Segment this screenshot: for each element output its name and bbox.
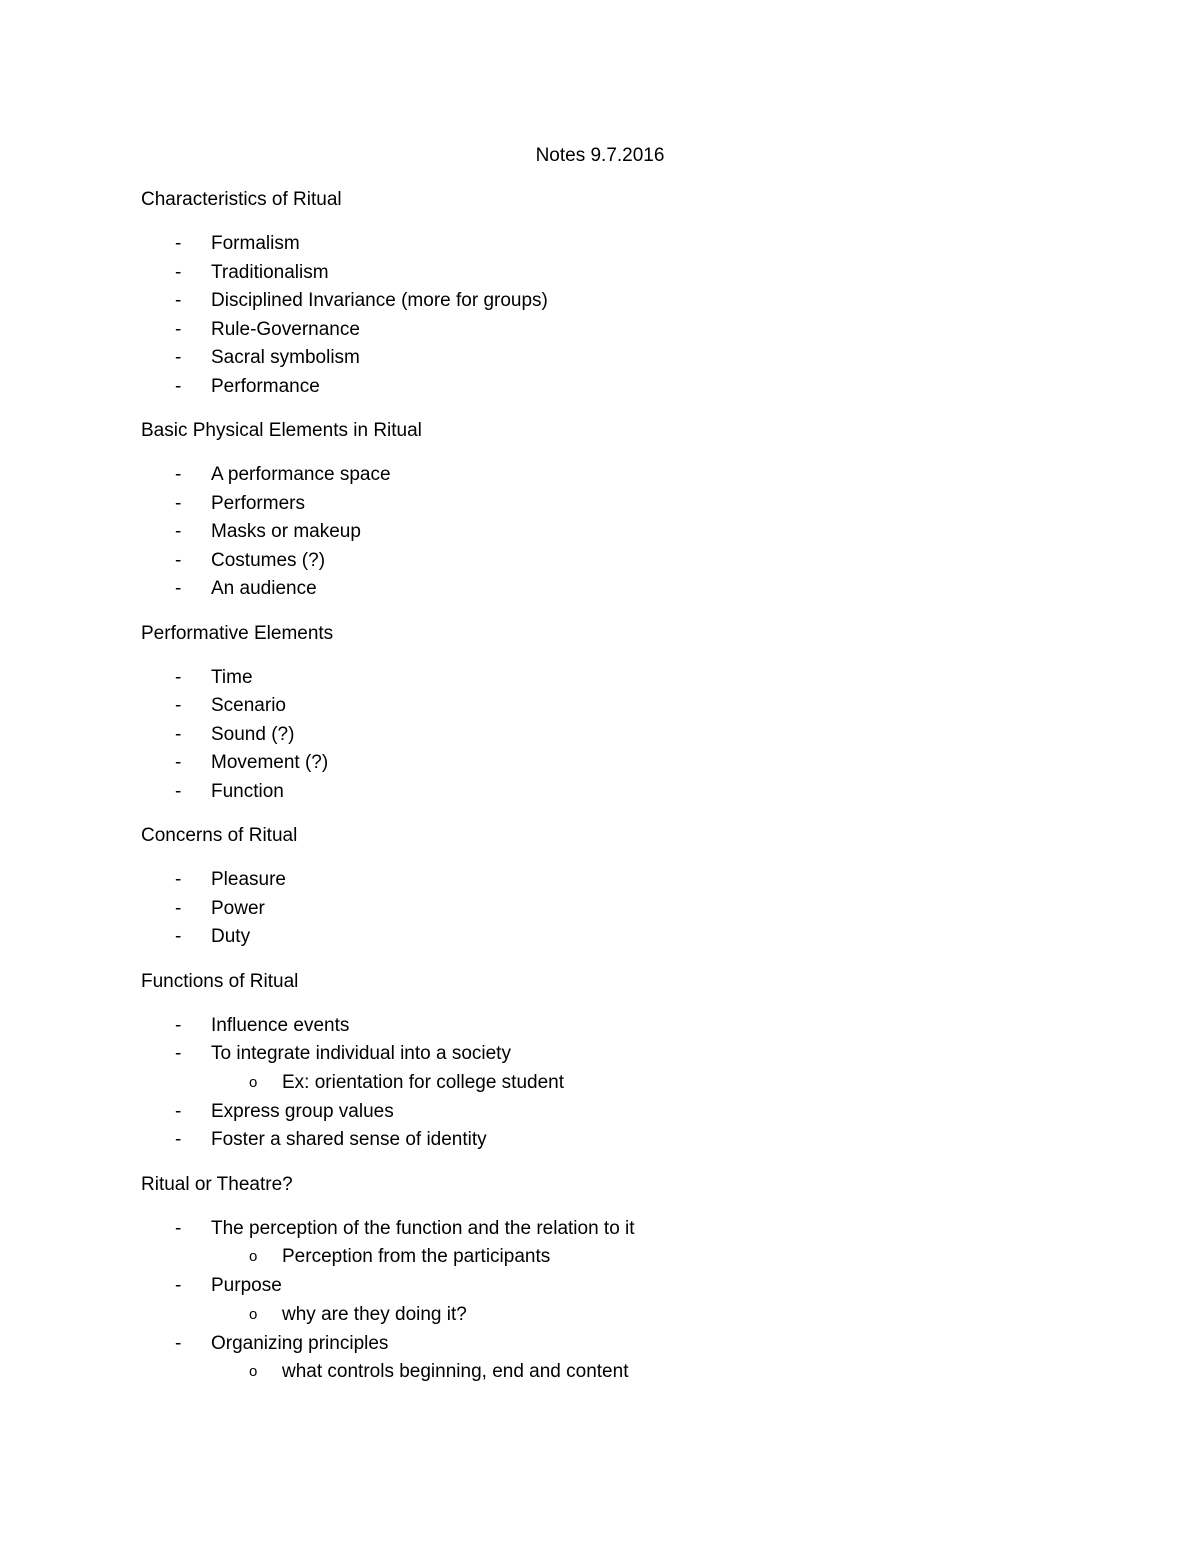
list-item (141, 895, 1101, 924)
list-item (141, 1012, 1101, 1041)
list-item-text: Disciplined Invariance (more for groups) (211, 290, 548, 311)
list-item-text: Organizing principles (211, 1332, 389, 1354)
section-heading: Basic Physical Elements in Ritual (141, 420, 422, 441)
dash-bullet-icon: - (175, 1014, 182, 1036)
list-item-text: An audience (211, 578, 317, 599)
list-item-text: Sacral symbolism (211, 347, 360, 368)
bullet-list (141, 1012, 1101, 1155)
sub-list-item (141, 1069, 1101, 1098)
dash-bullet-icon: - (175, 780, 182, 802)
list-item-text: Purpose (211, 1275, 282, 1296)
dash-bullet-icon: - (175, 233, 182, 254)
list-item-text: Performance (211, 375, 320, 397)
dash-bullet-icon: - (175, 926, 182, 947)
circle-bullet-icon: o (249, 1363, 258, 1380)
list-item-text: Masks or makeup (211, 521, 361, 542)
list-item (141, 692, 1101, 721)
list-item-text: To integrate individual into a society (211, 1043, 511, 1064)
section-heading: Functions of Ritual (141, 970, 299, 992)
circle-bullet-icon: o (249, 1073, 258, 1091)
list-item-text: Rule-Governance (211, 318, 360, 340)
list-item-text: Scenario (211, 695, 286, 716)
sub-list-item-text: Ex: orientation for college student (282, 1071, 565, 1093)
section (141, 1171, 1101, 1388)
list-item (141, 287, 1101, 316)
list-item (141, 344, 1101, 373)
section-heading: Concerns of Ritual (141, 825, 298, 846)
section (141, 822, 1101, 952)
dash-bullet-icon: - (175, 549, 182, 571)
bullet-list (141, 230, 1101, 401)
list-item-text: Express group values (211, 1100, 394, 1122)
sub-list-item-text: what controls beginning, end and content (282, 1361, 629, 1382)
list-item (141, 749, 1101, 778)
circle-bullet-icon: o (249, 1305, 258, 1323)
list-item-text: Performers (211, 492, 305, 514)
list-item (141, 1215, 1101, 1244)
list-item (141, 1040, 1101, 1069)
dash-bullet-icon: - (175, 261, 182, 283)
bullet-list (141, 664, 1101, 807)
list-item-text: Movement (?) (211, 752, 329, 773)
dash-bullet-icon: - (175, 464, 182, 485)
section-heading: Performative Elements (141, 622, 334, 644)
circle-bullet-icon: o (249, 1248, 258, 1265)
list-item-text: A performance space (211, 464, 391, 485)
list-item (141, 490, 1101, 519)
list-item (141, 316, 1101, 345)
list-item (141, 1272, 1101, 1301)
section (141, 620, 1101, 807)
dash-bullet-icon: - (175, 1043, 182, 1064)
dash-bullet-icon: - (175, 695, 182, 716)
list-item-text: Foster a shared sense of identity (211, 1129, 487, 1150)
section (141, 186, 1101, 401)
dash-bullet-icon: - (175, 666, 182, 688)
document-body (141, 186, 1101, 1403)
bullet-list (141, 866, 1101, 952)
list-item-text: The perception of the function and the relation to it (211, 1217, 635, 1239)
list-item-text: Power (211, 897, 265, 919)
dash-bullet-icon: - (175, 578, 182, 599)
dash-bullet-icon: - (175, 752, 182, 773)
section (141, 968, 1101, 1155)
bullet-list (141, 461, 1101, 604)
list-item (141, 461, 1101, 490)
sub-list-item-text: why are they doing it? (282, 1303, 467, 1325)
dash-bullet-icon: - (175, 375, 182, 397)
list-item (141, 1330, 1101, 1359)
section-heading: Ritual or Theatre? (141, 1173, 293, 1195)
list-item-text: Costumes (?) (211, 549, 326, 571)
list-item (141, 866, 1101, 895)
bullet-list (141, 1215, 1101, 1388)
dash-bullet-icon: - (175, 1129, 182, 1150)
dash-bullet-icon: - (175, 869, 182, 890)
list-item (141, 923, 1101, 952)
dash-bullet-icon: - (175, 521, 182, 542)
page-title: Notes 9.7.2016 (535, 145, 665, 166)
dash-bullet-icon: - (175, 1275, 182, 1296)
sub-list-item-text: Perception from the participants (282, 1246, 551, 1267)
list-item (141, 259, 1101, 288)
dash-bullet-icon: - (175, 492, 182, 514)
list-item-text: Formalism (211, 233, 300, 254)
dash-bullet-icon: - (175, 290, 182, 311)
dash-bullet-icon: - (175, 723, 182, 745)
list-item (141, 721, 1101, 750)
list-item-text: Traditionalism (211, 261, 329, 283)
dash-bullet-icon: - (175, 1332, 182, 1354)
list-item (141, 664, 1101, 693)
dash-bullet-icon: - (175, 897, 182, 919)
sub-list-item (141, 1301, 1101, 1330)
list-item (141, 1126, 1101, 1155)
list-item-text: Time (211, 666, 253, 688)
list-item (141, 778, 1101, 807)
dash-bullet-icon: - (175, 347, 182, 368)
list-item-text: Function (211, 780, 284, 802)
sub-list-item (141, 1243, 1101, 1272)
dash-bullet-icon: - (175, 1100, 182, 1122)
sub-list-item (141, 1358, 1101, 1387)
list-item (141, 373, 1101, 402)
dash-bullet-icon: - (175, 1217, 182, 1239)
list-item-text: Duty (211, 926, 251, 947)
list-item (141, 547, 1101, 576)
list-item-text: Pleasure (211, 869, 286, 890)
dash-bullet-icon: - (175, 318, 182, 340)
list-item-text: Influence events (211, 1014, 350, 1036)
list-item (141, 575, 1101, 604)
list-item (141, 230, 1101, 259)
list-item-text: Sound (?) (211, 723, 295, 745)
list-item (141, 1098, 1101, 1127)
section-heading: Characteristics of Ritual (141, 189, 342, 210)
section (141, 417, 1101, 604)
list-item (141, 518, 1101, 547)
